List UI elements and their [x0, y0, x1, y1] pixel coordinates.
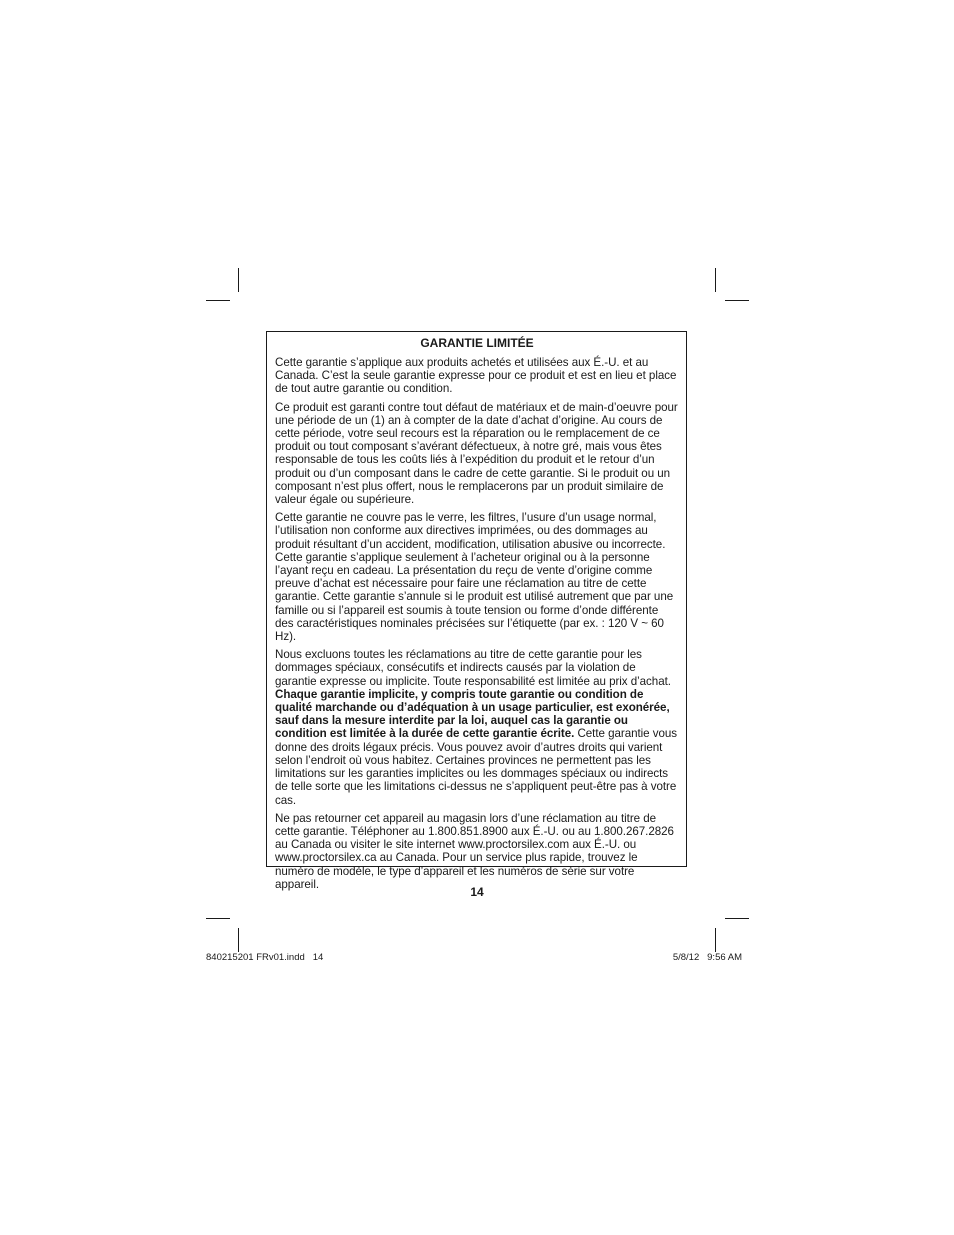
crop-mark-top-right-horizontal: [725, 300, 749, 301]
crop-mark-top-right-vertical: [715, 268, 716, 292]
warranty-paragraph-service: Ne pas retourner cet appareil au magasin lors d’une réclamation au titre de cette garantie. Téléphoner au 1.800.851.8900 aux É.-U. ou au 1.800.267.2826 au Canada ou visiter le site internet www.proctorsilex.com aux É.-U. ou www.proctorsilex.ca au Canada. Pour un service plus rapide, trouvez le numéro de modèle, le type d’appareil et les numéros de série sur votre appareil.: [275, 811, 674, 891]
warranty-paragraph-exclusions: Cette garantie ne couvre pas le verre, les filtres, l’usure d’un usage normal, l’utilisation non conforme aux directives imprimées, ou des dommages au produit résultant d’un accident, modification, utilisation abusive ou incorrecte. Cette garantie s’applique seulement à l’acheteur original ou à la personne l’ayant reçu en cadeau. La présentation du reçu de vente d’origine comme preuve d’achat est nécessaire pour faire une réclamation au titre de cette garantie. Cette garantie s’annule si le produit est utilisé autrement que par une famille ou si l’appareil est soumis à toute tension ou forme d’onde différente des caractéristiques nominales précisées sur l’étiquette (par ex. : 120 V ~ 60 Hz).: [275, 511, 674, 644]
crop-mark-top-left-vertical: [238, 268, 239, 292]
warranty-paragraph-liability: [275, 648, 679, 806]
warranty-paragraph-scope: Cette garantie s’applique aux produits achetés et utilisées aux É.-U. et au Canada. C’est la seule garantie expresse pour ce produit et est en lieu et place de tout autre garantie ou condition.: [275, 356, 677, 396]
liability-text-before: Nous excluons toutes les réclamations au titre de cette garantie pour les dommages spéciaux, consécutifs et indirects causés par la violation de garantie expresse ou implicite. Toute responsabilité est limitée au prix d’achat.: [275, 648, 671, 688]
slug-datetime: 5/8/12 9:56 AM: [672, 952, 742, 963]
crop-mark-bottom-left-vertical: [238, 928, 239, 952]
liability-text-after: Cette garantie vous donne des droits légaux précis. Vous pouvez avoir d’autres droits qui varient selon l’endroit où vous habitez. Certaines provinces ne permettent pas les limitations sur les garanties implicites ou les dommages spéciaux ou indirects de telle sorte que les limitations ci-dessus ne s’appliquent peut-être pas à votre cas.: [275, 727, 678, 807]
liability-text-bold: Chaque garantie implicite, y compris toute garantie ou condition de qualité marchande ou d’adéquation à un usage particulier, est exonérée, sauf dans la mesure interdite par la loi, auquel cas la garantie ou condition est limitée à la durée de cette garantie écrite.: [275, 687, 670, 741]
slug-file-info: 840215201 FRv01.indd 14: [206, 952, 324, 963]
page-number: 14: [470, 885, 484, 899]
crop-mark-bottom-left-horizontal: [206, 918, 230, 919]
crop-mark-bottom-right-horizontal: [725, 918, 749, 919]
warranty-paragraph-coverage: Ce produit est garanti contre tout défaut de matériaux et de main-d’oeuvre pour une période de un (1) an à compter de la date d’achat d’origine. Au cours de cette période, votre seul recours est la réparation ou le remplacement de ce produit ou tout composant s’avérant défectueux, à notre gré, mais vous êtes responsable de tous les coûts liés à l’expédition du produit et le retour d’un produit ou d’un composant dans le cadre de cette garantie. Si le produit ou un composant n’est plus offert, nous le remplacerons par un produit similaire de valeur égale ou supérieure.: [275, 400, 678, 507]
warranty-title: GARANTIE LIMITÉE: [420, 336, 534, 350]
crop-mark-bottom-right-vertical: [715, 928, 716, 952]
warranty-box: [266, 331, 687, 891]
crop-mark-top-left-horizontal: [206, 300, 230, 301]
